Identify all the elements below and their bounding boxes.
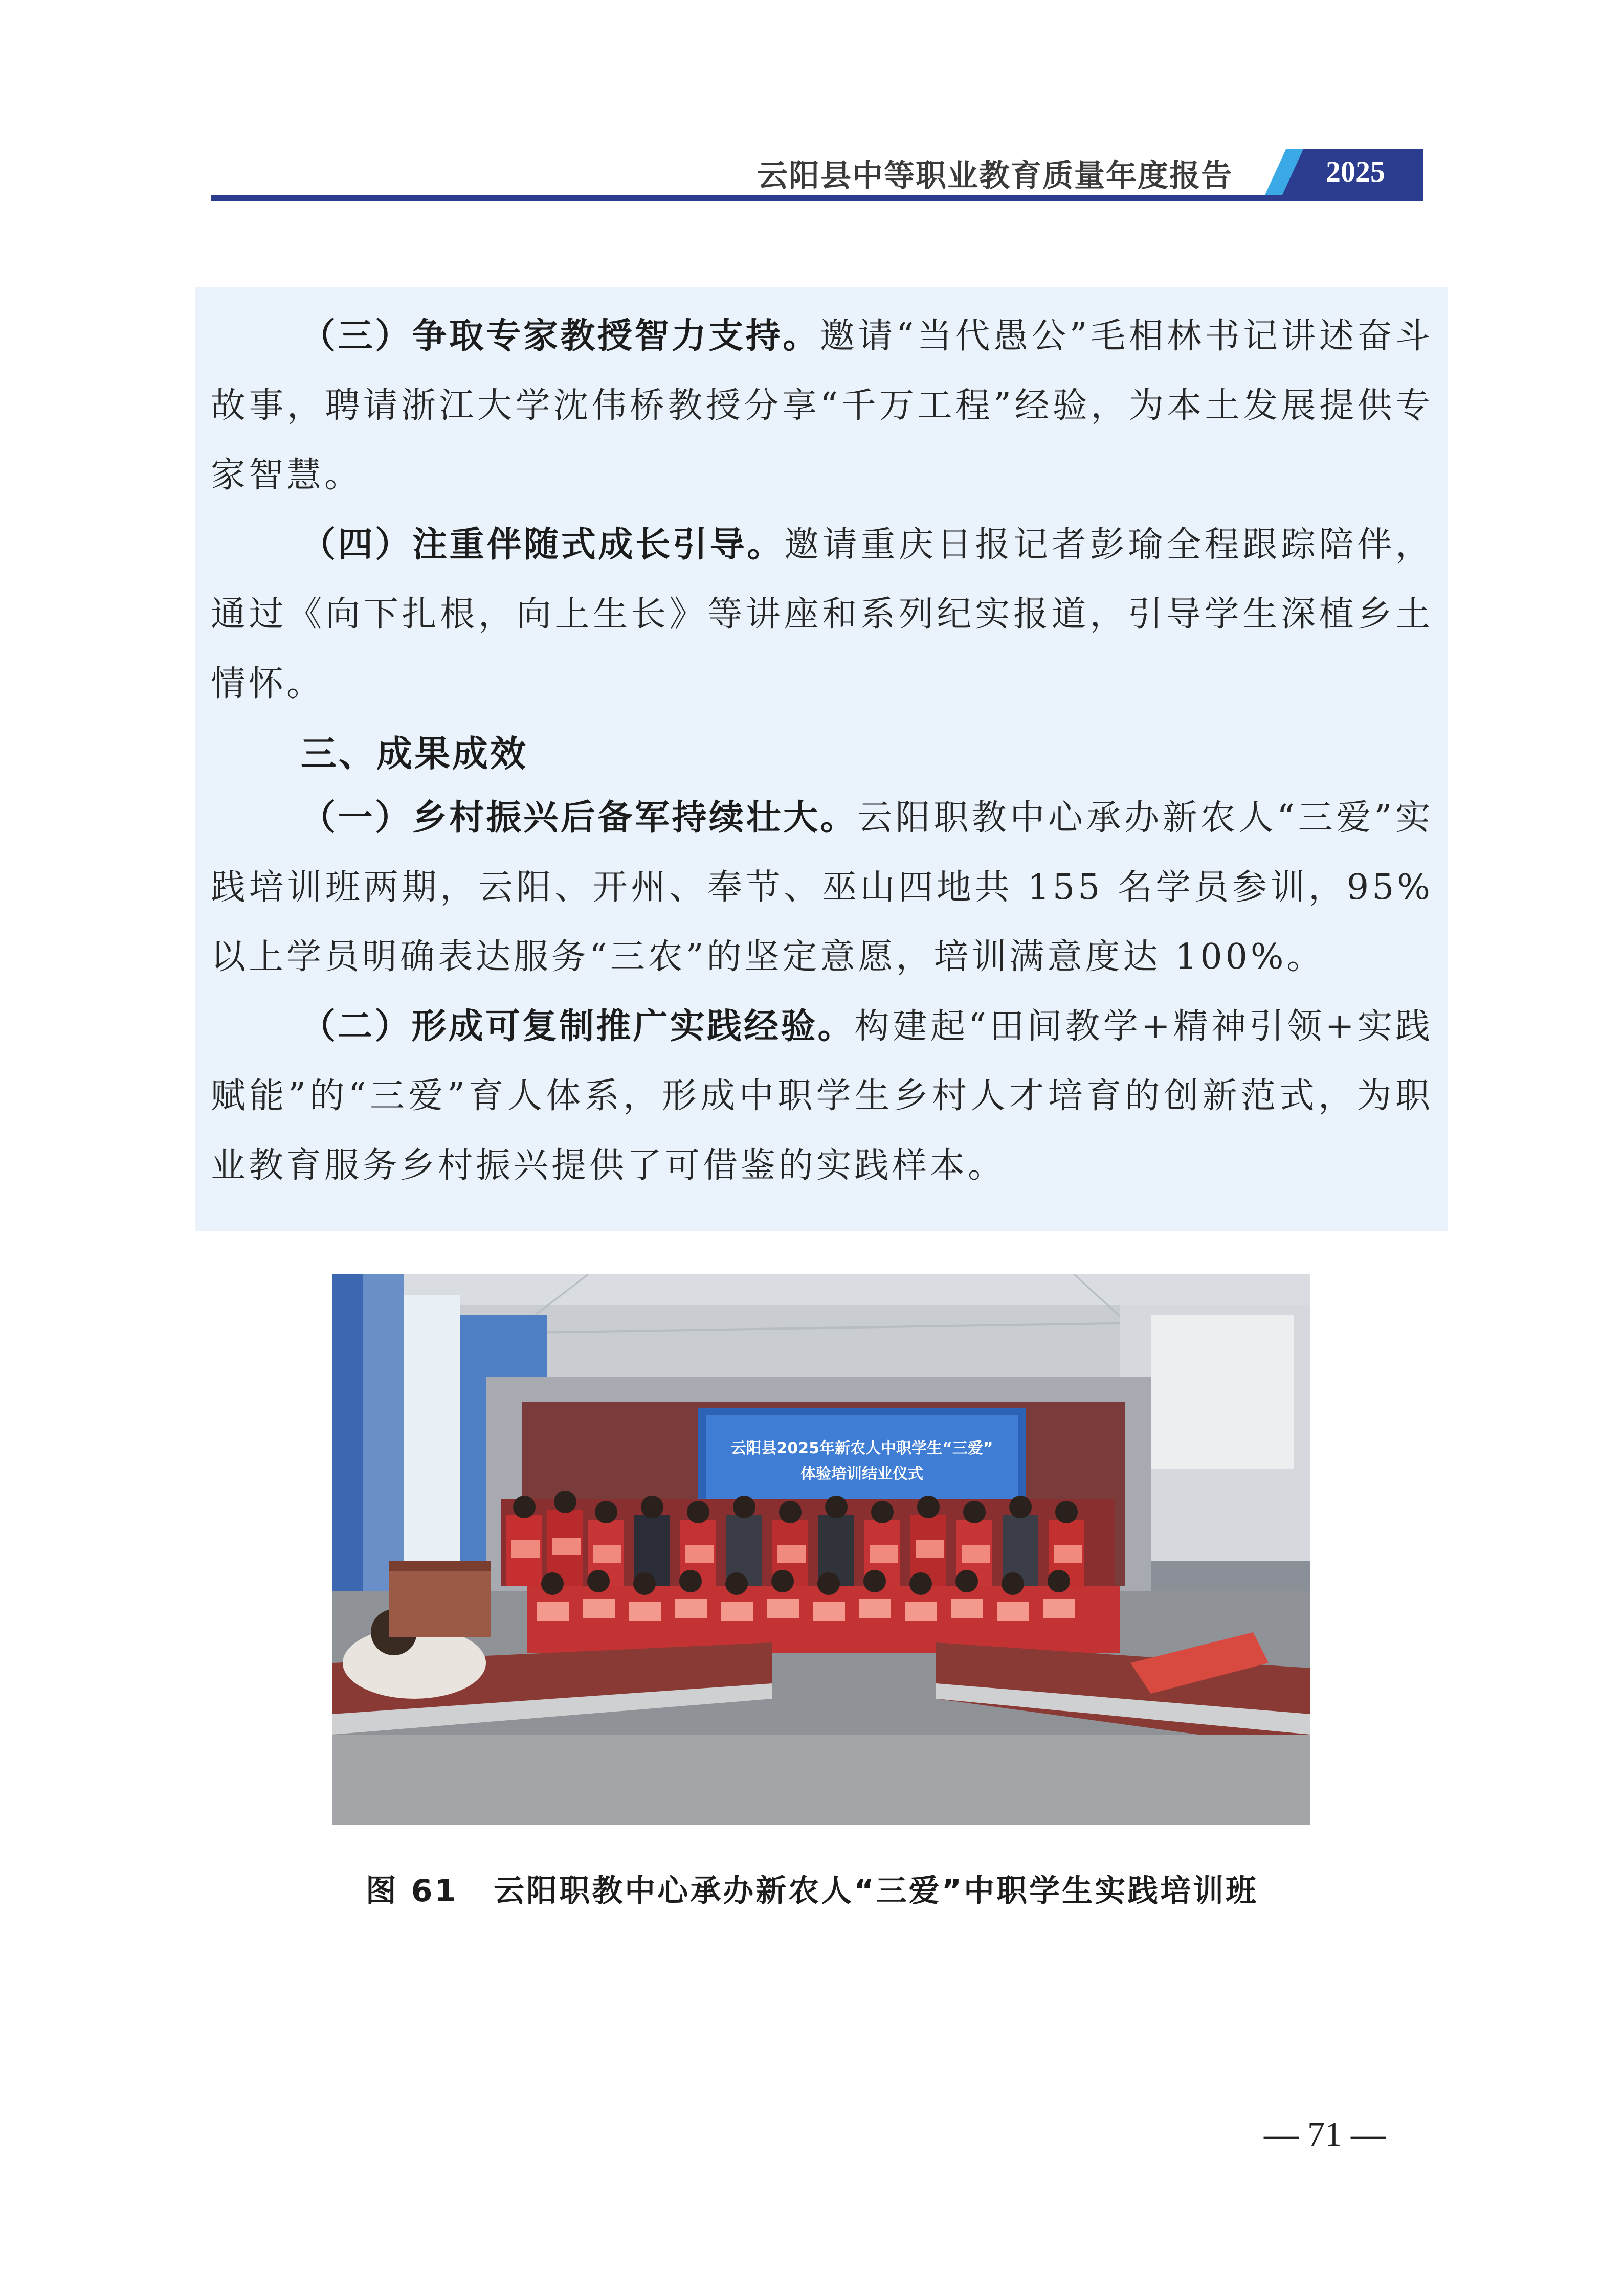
screen-title-line2: 体验培训结业仪式: [800, 1465, 923, 1483]
paragraph-text: 云阳职教中心承办新农人“三爱”实践培训班两期，云阳、开州、奉节、巫山四地共 155 名学员参训，95%以上学员明确表达服务“三农”的坚定意愿，培训满意度达 100%。: [211, 798, 1433, 977]
figure-caption-text: 云阳职教中心承办新农人“三爱”中职学生实践培训班: [494, 1873, 1259, 1909]
figure-photo: [332, 1274, 1310, 1825]
page-number: — 71 —: [1264, 2114, 1386, 2153]
paragraph-text: 构建起“田间教学+精神引领+实践赋能”的“三爱”育人体系，形成中职学生乡村人才培育的创新范式，为职业教育服务乡村振兴提供了可借鉴的实践样本。: [211, 1006, 1433, 1186]
figure-number: 图 61: [365, 1873, 458, 1909]
paragraph-reserve-force: [211, 783, 1433, 992]
paragraph-growth-guidance: [211, 510, 1433, 719]
paragraph-lead: （一）乡村振兴后备军持续壮大。: [301, 798, 858, 838]
paragraph-text: 邀请重庆日报记者彭瑜全程跟踪陪伴，通过《向下扎根，向上生长》等讲座和系列纪实报道，引导学生深植乡土情怀。: [211, 525, 1433, 704]
paragraph-replicable-experience: [211, 992, 1433, 1201]
screen-title-line1: 云阳县2025年新农人中职学生“三爱”: [730, 1439, 993, 1457]
classroom-group-photo: [332, 1274, 1310, 1825]
header-year: 2025: [1326, 155, 1385, 188]
paragraph-text: 邀请“当代愚公”毛相林书记讲述奋斗故事，聘请浙江大学沈伟桥教授分享“千万工程”经验，为本土发展提供专家智慧。: [211, 316, 1433, 496]
figure-caption: [0, 1866, 1624, 1910]
paragraph-lead: （二）形成可复制推广实践经验。: [301, 1006, 855, 1047]
running-header-title: 云阳县中等职业教育质量年度报告: [757, 158, 1233, 194]
paragraph-expert-support: [211, 302, 1433, 510]
section-heading: 三、成果成效: [301, 733, 528, 775]
paragraph-lead: （三）争取专家教授智力支持。: [301, 316, 820, 356]
paragraph-lead: （四）注重伴随式成长引导。: [301, 525, 784, 565]
header-rule: [211, 195, 1423, 201]
